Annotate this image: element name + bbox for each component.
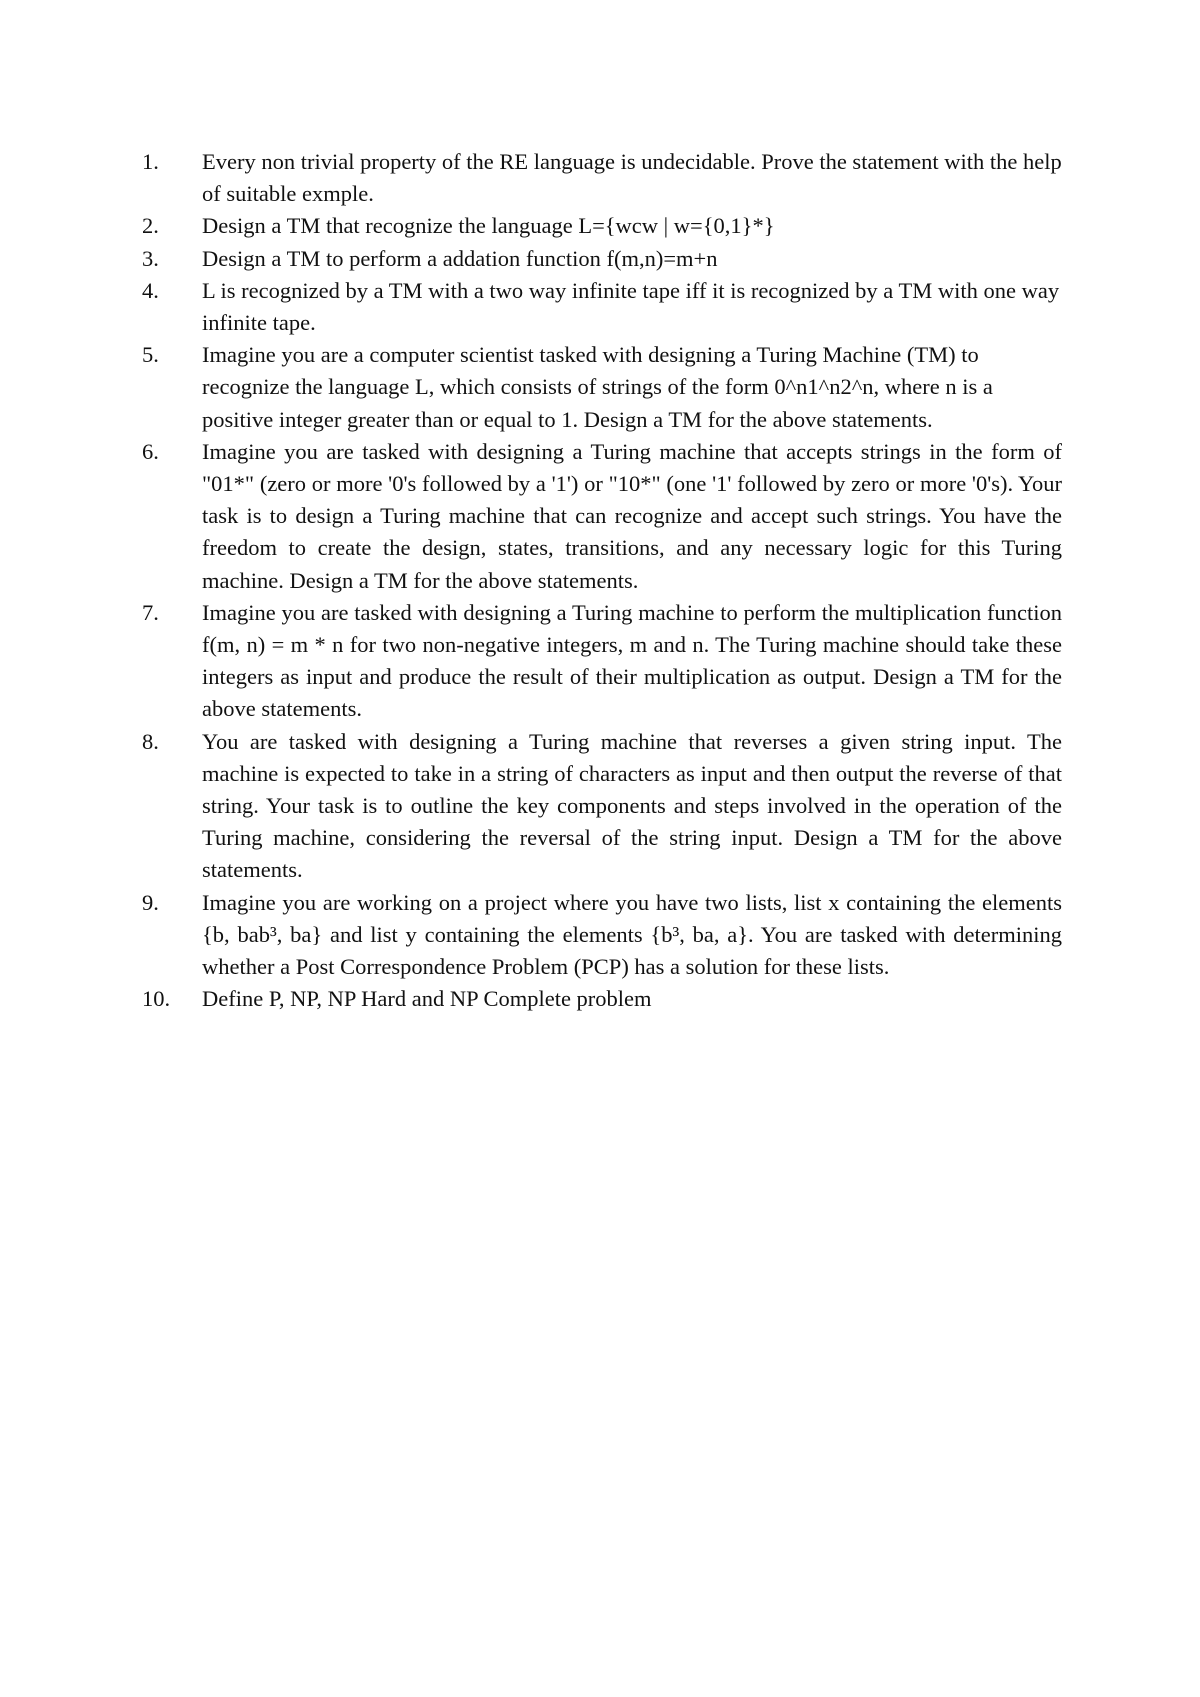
question-text: Every non trivial property of the RE language is undecidable. Prove the statement with the help of suitable exmple. [202,149,1062,207]
question-number: 2. [142,213,159,239]
question-item [142,436,1062,597]
question-number: 3. [142,245,159,271]
question-item [142,887,1062,984]
question-text: You are tasked with designing a Turing machine that reverses a given string input. The machine is expected to take in a string of characters as input and then output the reverse of that string. Your task is to outline the key components and steps involved in the operation of the Turing machine, considering the reversal of the string input. Design a TM for the above statements. [202,728,1062,883]
question-text: Design a TM to perform a addation function f(m,n)=m+n [202,245,718,271]
question-number: 6. [142,438,159,464]
question-item [142,726,1062,887]
question-number: 9. [142,889,159,915]
question-item [142,597,1062,726]
question-item [142,146,1062,210]
question-text: Imagine you are a computer scientist tasked with designing a Turing Machine (TM) to recognize the language L, which consists of strings of the form 0^n1^n2^n, where n is a positive integer greater than or equal to 1. Design a TM for the above statements. [202,342,993,432]
question-text: Design a TM that recognize the language L={wcw | w={0,1}*} [202,213,775,239]
question-text: Imagine you are tasked with designing a Turing machine to perform the multiplication function f(m, n) = m * n for two non-negative integers, m and n. The Turing machine should take these integers as input and produce the result of their multiplication as output. Design a TM for the above statements. [202,599,1062,722]
question-number: 1. [142,149,159,174]
question-text: L is recognized by a TM with a two way infinite tape iff it is recognized by a TM with one way infinite tape. [202,277,1060,336]
question-item [142,210,1062,242]
question-list [142,146,1062,1015]
question-number: 4. [142,277,159,303]
question-number: 7. [142,599,159,625]
question-number: 8. [142,728,159,754]
question-item [142,243,1062,275]
question-text: Define P, NP, NP Hard and NP Complete problem [202,986,652,1012]
question-item [142,339,1062,436]
question-item [142,275,1062,339]
question-text: Imagine you are tasked with designing a Turing machine that accepts strings in the form of "01*" (zero or more '0's followed by a '1') or "10*" (one '1' followed by zero or more '0's). Your task is to design a Turing machine that can recognize and accept such strings. You have the freedom to create the design, states, transitions, and any necessary logic for this Turing machine. Design a TM for the above statements. [202,438,1062,593]
question-number: 10. [142,986,171,1012]
question-item [142,983,1062,1015]
question-text: Imagine you are working on a project where you have two lists, list x containing the elements {b, bab³, ba} and list y containing the elements {b³, ba, a}. You are tasked with determining whether a Post Correspondence Problem (PCP) has a solution for these lists. [202,889,1062,980]
question-number: 5. [142,342,159,368]
